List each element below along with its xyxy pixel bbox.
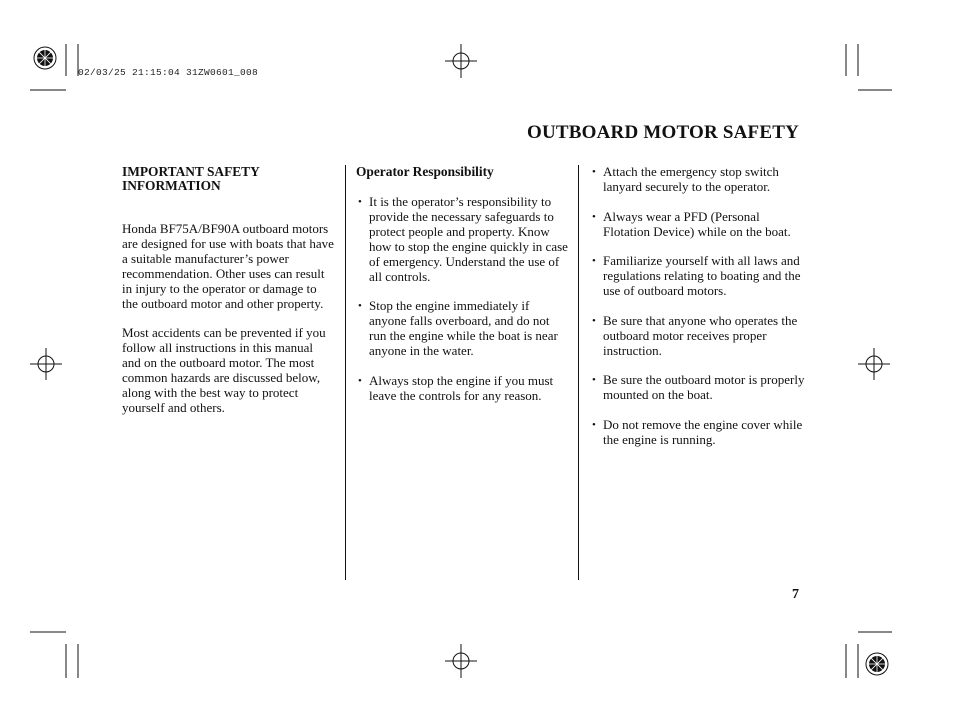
list-item bbox=[356, 299, 568, 359]
bullet-icon: • bbox=[592, 166, 596, 178]
bullet-icon: • bbox=[592, 418, 596, 431]
list-item bbox=[590, 210, 805, 240]
list-item bbox=[590, 418, 805, 448]
bullet-text: Always stop the engine if you must leave the controls for any reason. bbox=[369, 372, 554, 403]
list-item bbox=[590, 314, 805, 359]
section-heading-important-safety bbox=[122, 165, 334, 193]
bullet-text: Be sure the outboard motor is properly mounted on the boat. bbox=[603, 372, 805, 403]
bullet-icon: • bbox=[358, 374, 362, 387]
intro-paragraph: Honda BF75A/BF90A outboard motors are designed for use with boats that have a suitable manufacturer’s power recommendation. Other uses can result in injury to the operator or damage to the outboard motor and other property. bbox=[122, 221, 334, 311]
list-item bbox=[590, 373, 805, 403]
bullet-text: Attach the emergency stop switch lanyard securely to the operator. bbox=[603, 164, 779, 194]
heading-line-2: INFORMATION bbox=[122, 178, 221, 193]
bullet-icon: • bbox=[358, 196, 362, 208]
accidents-paragraph: Most accidents can be prevented if you follow all instructions in this manual and on the outboard motor. The most common hazards are discussed below, along with the best way to protect yourself and others. bbox=[122, 325, 326, 415]
bullet-text: Familiarize yourself with all laws and regulations relating to boating and the use of outboard motors. bbox=[603, 253, 801, 299]
page-number: 7 bbox=[792, 587, 799, 602]
column-safety-rules bbox=[590, 165, 805, 462]
column-divider-2 bbox=[578, 165, 579, 580]
bullet-icon: • bbox=[358, 300, 362, 313]
bullet-icon: • bbox=[592, 314, 596, 327]
list-item bbox=[356, 374, 568, 404]
list-item bbox=[590, 165, 805, 195]
column-divider-1 bbox=[345, 165, 346, 580]
section-heading-operator-responsibility: Operator Responsibility bbox=[356, 164, 494, 179]
column-important-safety bbox=[122, 165, 334, 431]
bullet-text: It is the operator’s responsibility to provide the necessary safeguards to protect people and property. Know how to stop the engine quickly in case of emergency. Understand the use of all controls. bbox=[369, 194, 568, 284]
bullet-icon: • bbox=[592, 255, 596, 268]
safety-bullet-list bbox=[590, 165, 805, 448]
bullet-text: Do not remove the engine cover while the engine is running. bbox=[603, 416, 803, 447]
list-item bbox=[590, 254, 805, 299]
operator-bullet-list bbox=[356, 195, 568, 403]
bullet-text: Be sure that anyone who operates the outboard motor receives proper instruction. bbox=[603, 312, 798, 358]
bullet-text: Stop the engine immediately if anyone falls overboard, and do not run the engine while the boat is near anyone in the water. bbox=[369, 298, 558, 358]
heading-line-1: IMPORTANT SAFETY bbox=[122, 164, 260, 179]
column-operator-responsibility bbox=[356, 165, 568, 418]
bullet-icon: • bbox=[592, 374, 596, 387]
list-item bbox=[356, 195, 568, 284]
bullet-icon: • bbox=[592, 210, 596, 223]
print-timestamp: 02/03/25 21:15:04 31ZW0601_008 bbox=[78, 67, 259, 78]
bullet-text: Always wear a PFD (Personal Flotation Device) while on the boat. bbox=[603, 208, 791, 239]
page-title: OUTBOARD MOTOR SAFETY bbox=[527, 122, 799, 143]
